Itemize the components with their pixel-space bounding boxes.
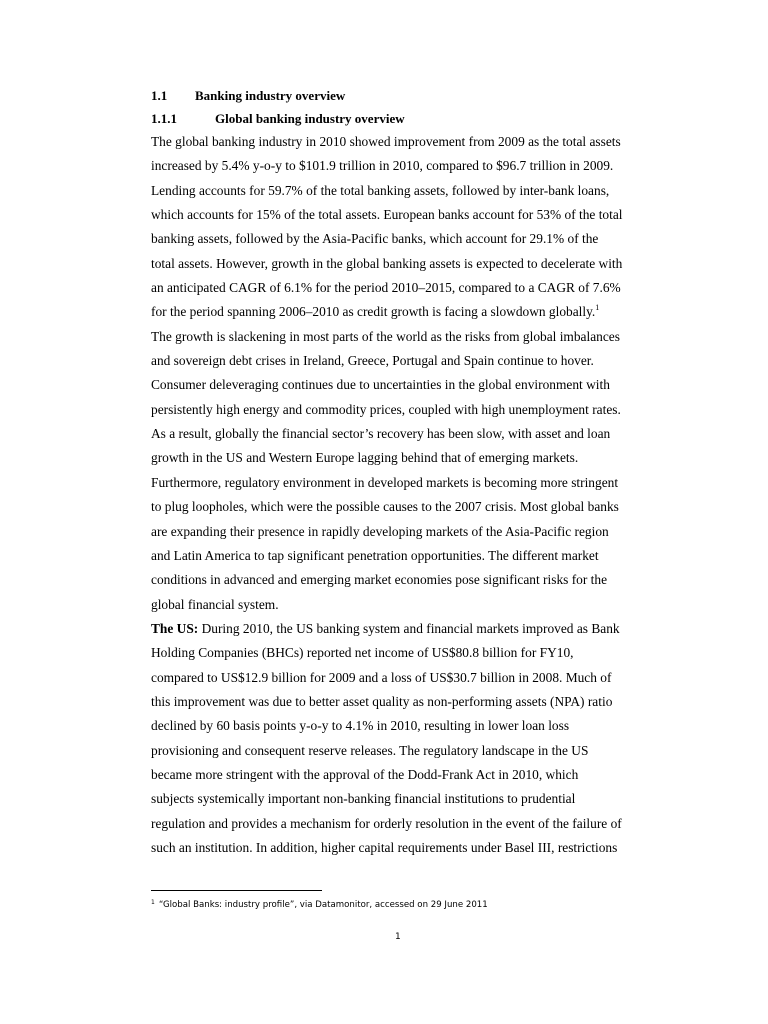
body-line: compared to US$12.9 billion for 2009 and a loss of US$30.7 billion in 2008. Much of	[151, 669, 612, 685]
body-line: The global banking industry in 2010 showed improvement from 2009 as the total assets	[151, 134, 621, 149]
body-line: The growth is slackening in most parts of the world as the risks from global imbalances	[151, 328, 620, 344]
body-line: regulation and provides a mechanism for orderly resolution in the event of the failure of	[151, 815, 622, 831]
body-line: provisioning and consequent reserve releases. The regulatory landscape in the US	[151, 742, 589, 758]
us-section-lead: The US:	[151, 620, 199, 636]
body-line-text: During 2010, the US banking system and financial markets improved as Bank	[198, 620, 620, 636]
body-line: Holding Companies (BHCs) reported net income of US$80.8 billion for FY10,	[151, 645, 574, 661]
body-line: Furthermore, regulatory environment in developed markets is becoming more stringent	[151, 474, 619, 490]
footnote	[151, 897, 488, 911]
body-line: this improvement was due to better asset quality as non-performing assets (NPA) ratio	[151, 693, 613, 709]
footnote-mark: 1	[151, 899, 155, 906]
body-line: Consumer deleveraging continues due to uncertainties in the global environment with	[151, 377, 610, 393]
footnote-reference[interactable]: 1	[595, 303, 600, 313]
body-line-text: for the period spanning 2006–2010 as credit growth is facing a slowdown globally.	[151, 304, 596, 320]
subsection-title: Global banking industry overview	[215, 111, 405, 126]
body-line: such an institution. In addition, higher capital requirements under Basel III, restrictions	[151, 839, 618, 855]
section-title: Banking industry overview	[195, 88, 346, 103]
section-heading	[151, 88, 345, 104]
body-line: which accounts for 15% of the total assets. European banks account for 53% of the total	[151, 207, 623, 223]
body-line: Lending accounts for 59.7% of the total banking assets, followed by inter-bank loans,	[151, 182, 610, 198]
body-line: are expanding their presence in rapidly developing markets of the Asia-Pacific region	[151, 523, 609, 539]
body-line: increased by 5.4% y-o-y to $101.9 trillion in 2010, compared to $96.7 trillion in 2009.	[151, 158, 614, 174]
page-number: 1	[395, 932, 401, 942]
body-line: banking assets, followed by the Asia-Pacific banks, which account for 29.1% of the	[151, 231, 599, 247]
body-line: global financial system.	[151, 596, 279, 612]
body-line: total assets. However, growth in the global banking assets is expected to decelerate with	[151, 255, 623, 271]
body-line: persistently high energy and commodity prices, coupled with high unemployment rates.	[151, 401, 621, 417]
body-line: growth in the US and Western Europe lagging behind that of emerging markets.	[151, 450, 579, 466]
subsection-number: 1.1.1	[151, 111, 177, 126]
body-line: declined by 60 basis points y-o-y to 4.1% in 2010, resulting in lower loan loss	[151, 718, 570, 734]
subsection-heading	[151, 111, 405, 127]
body-text	[151, 130, 631, 860]
body-line: and sovereign debt crises in Ireland, Greece, Portugal and Spain continue to hover.	[151, 353, 594, 369]
body-line	[151, 300, 631, 324]
body-line: and Latin America to tap significant penetration opportunities. The different market	[151, 547, 599, 563]
section-number: 1.1	[151, 88, 168, 103]
body-line: As a result, globally the financial sector’s recovery has been slow, with asset and loan	[151, 426, 611, 442]
body-line: conditions in advanced and emerging market economies pose significant risks for the	[151, 572, 608, 588]
footnote-text: “Global Banks: industry profile”, via Datamonitor, accessed on 29 June 2011	[158, 900, 488, 910]
body-line: subjects systemically important non-banking financial institutions to prudential	[151, 791, 576, 807]
body-line: became more stringent with the approval of the Dodd-Frank Act in 2010, which	[151, 766, 579, 782]
body-line	[151, 617, 631, 641]
body-line: an anticipated CAGR of 6.1% for the period 2010–2015, compared to a CAGR of 7.6%	[151, 280, 621, 296]
body-line: to plug loopholes, which were the possible causes to the 2007 crisis. Most global banks	[151, 499, 619, 515]
footnote-separator	[151, 890, 322, 891]
